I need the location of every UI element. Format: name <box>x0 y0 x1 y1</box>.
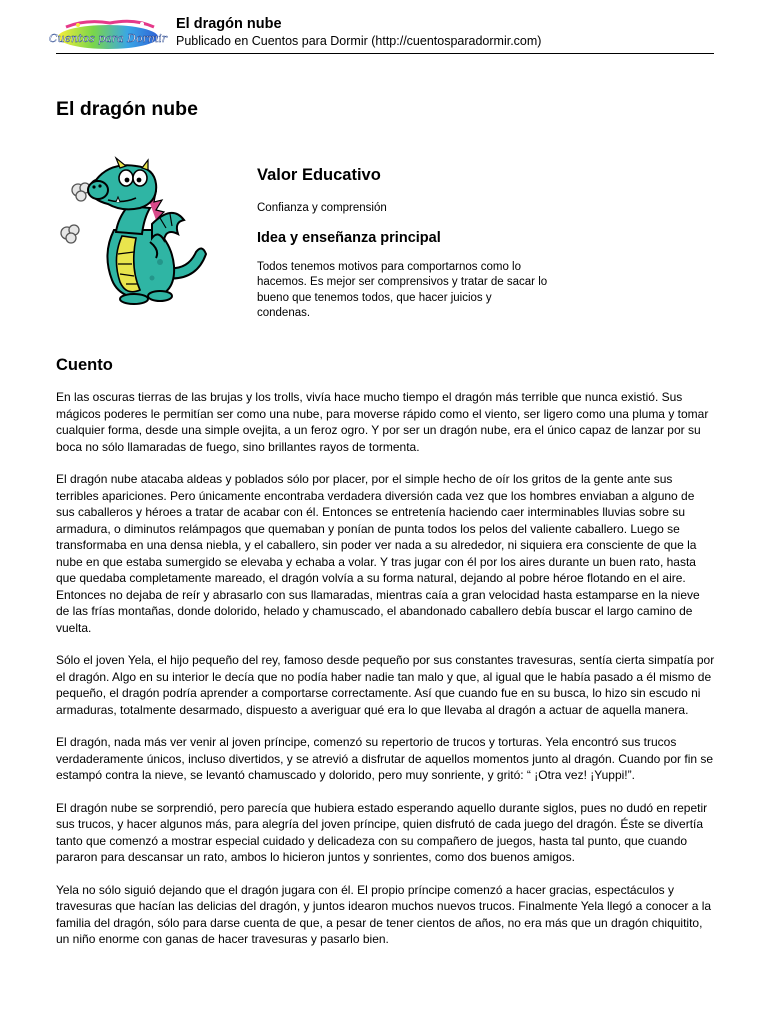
dragon-illustration <box>56 158 216 308</box>
cuentos-para-dormir-logo[interactable] <box>48 15 168 53</box>
header-subtitle: Publicado en Cuentos para Dormir (http://cuentosparadormir.com) <box>176 34 542 48</box>
story-paragraph: Sólo el joven Yela, el hijo pequeño del rey, famoso desde pequeño por sus constantes travesuras, sentía cierta simpatía por el dragón. Algo en su interior le decía que no podía haber nadie tan malo y que, al igual que le había pasado a él mismo de pequeño, el dragón podría aprender a comportarse correctamente. Así que cuando fue en su busca, lo hizo sin escudo ni armaduras, totalmente desarmado, dispuesto a averiguar qué era lo que llevaba al dragón a actuar de aquella manera. <box>56 653 715 717</box>
cuento-heading: Cuento <box>56 356 113 374</box>
idea-text <box>257 260 597 322</box>
idea-text-line: Todos tenemos motivos para comportarnos como lo <box>257 260 521 273</box>
header-title: El dragón nube <box>176 16 282 32</box>
educational-info <box>257 166 597 322</box>
idea-text-line: bueno que tenemos todos, que hacer juicios y <box>257 291 492 304</box>
story-paragraph: El dragón nube atacaba aldeas y poblados sólo por placer, por el simple hecho de oír los gritos de la gente ante sus terribles apariciones. Pero únicamente encontraba verdadera diversión cada vez que los hombres enviaban a alguno de sus caballeros y héroes a tratar de acabar con él. Entonces se entretenía haciendo caer interminables lluvias sobre su armadura, o diminutos relámpagos que quemaban y ponían de punta todos los pelos del valiente caballero. Luego se transformaba en una densa niebla, y el caballero, sin poder ver nada a su alrededor, ni siquiera era consciente de que la nube en que estaba sumergido se elevaba y echaba a volar. Y tras jugar con él por los aires durante un buen rato, hasta que quedaba completamente mareado, el dragón volvía a su forma natural, dejando al pobre héroe flotando en el aire. Entonces no dejaba de reír y abrasarlo con sus llamaradas, mientras caía a gran velocidad hasta estamparse en la nieve de las frías montañas, donde dolorido, helado y chamuscado, el abandonado caballero debía buscar el largo camino de vuelta. <box>56 472 700 635</box>
idea-text-line: condenas. <box>257 307 311 319</box>
story-paragraph: El dragón, nada más ver venir al joven príncipe, comenzó su repertorio de trucos y torturas. Yela encontró sus trucos verdaderamente únicos, incluso divertidos, y se atrevió a disfrutar de aquellos momentos junto al dragón. Cuando por fin se estampó contra la nieve, se levantó chamuscado y dolorido, pero muy sonriente, y gritó: “ ¡Otra vez! ¡Yuppi!”. <box>56 735 714 782</box>
valor-educativo-heading: Valor Educativo <box>257 166 381 184</box>
idea-heading: Idea y enseñanza principal <box>257 229 441 246</box>
story-paragraph: Yela no sólo siguió dejando que el dragón jugara con él. El propio príncipe comenzó a hacer gracias, espectáculos y travesuras que hacían las delicias del dragón, y juntos idearon muchos nuevos trucos. Finalmente Yela llegó a conocer a la familia del dragón, sólo para darse cuenta de que, a pesar de tener cientos de años, no era más que un dragón chiquitito, un niño enorme con ganas de hacer travesuras y pasarlo bien. <box>56 882 712 946</box>
idea-text-line: hacemos. Es mejor ser comprensivos y tratar de sacar lo <box>257 276 548 288</box>
story-body <box>56 389 716 964</box>
logo-text: Cuentos para Dormir <box>48 32 168 45</box>
story-paragraph: En las oscuras tierras de las brujas y los trolls, vivía hace mucho tiempo el dragón más terrible que nunca existió. Sus mágicos poderes le permitían ser como una nube, para moverse rápido como el viento, ser ligero como una pluma y tomar cualquier forma, desde una simple ovejita, a un feroz ogro. Y por ser un dragón nube, era el único capaz de lanzar por su boca no sólo llamaradas de fuego, sino brillantes rayos de tormenta. <box>56 390 709 454</box>
story-paragraph: El dragón nube se sorprendió, pero parecía que hubiera estado esperando aquello durante siglos, pues no dudó en repetir sus trucos, y hacer algunos más, para alegría del joven príncipe, quien disfrutó de cada juego del dragón. Éste se divertía tanto que comenzó a mostrar especial cuidado y delicadeza con su compañero de juegos, hasta tal punto, que cuando pararon para descansar un rato, ambos lo hicieron juntos y sonrientes, como dos buenos amigos. <box>56 800 708 864</box>
valor-educativo-text: Confianza y comprensión <box>257 202 387 214</box>
page-title: El dragón nube <box>56 98 198 120</box>
page-header <box>48 12 714 52</box>
header-divider <box>56 53 714 54</box>
